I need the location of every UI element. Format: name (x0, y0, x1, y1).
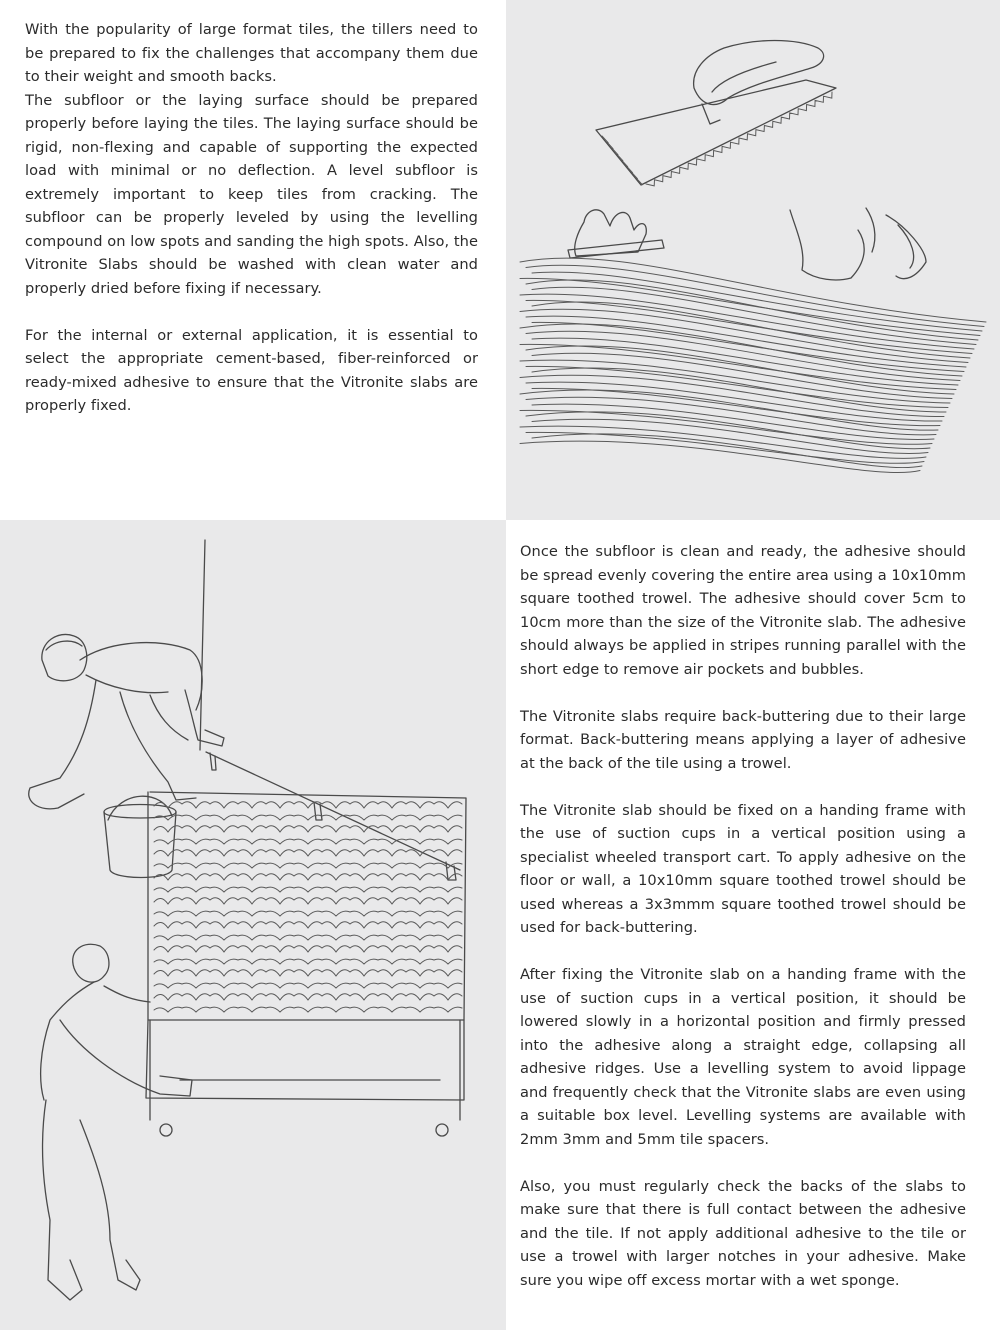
intro-paragraph-1: With the popularity of large format tiles, the tillers need to be prepared to fix the challenges that accompany them due to their weight and smooth backs. (25, 21, 478, 85)
intro-paragraph-2: The subfloor or the laying surface should be prepared properly before laying the tiles. The laying surface should be rigid, non-flexing and capable of supporting the expected load with minimal or no deflection. A level subfloor is extremely important to keep tiles from cracking. The subfloor can be properly leveled by using the levelling compound on low spots and sanding the high spots. Also, the Vitronite Slabs should be washed with clean water and properly dried before fixing if necessary. (25, 91, 478, 297)
steps-paragraph-3: The Vitronite slab should be fixed on a handing frame with the use of suction cups in a vertical position using a specialist wheeled transport cart. To apply adhesive on the floor or wall, a 10x10mm square toothed trowel should be used whereas a 3x3mmm square toothed trowel should be used for back-buttering. (520, 801, 966, 936)
steps-paragraph-4: After fixing the Vitronite slab on a handing frame with the use of suction cups in a vertical position, it should be lowered slowly in a horizontal position and firmly pressed into the adhesive along a straight edge, collapsing all adhesive ridges. Use a levelling system to avoid lippage and frequently check that the Vitronite slabs are even using a suitable box level. Levelling systems are available with 2mm 3mm and 5mm tile spacers. (520, 966, 966, 1148)
workers-illustration-panel (0, 520, 506, 1330)
trowel-illustration-panel (506, 0, 1000, 520)
steps-paragraph-5: Also, you must regularly check the backs of the slabs to make sure that there is full contact between the adhesive and the tile. If not apply additional adhesive to the tile or use a trowel with larger notches in your adhesive. Make sure you wipe off excess mortar with a wet sponge. (520, 1177, 966, 1289)
steps-paragraph-1: Once the subfloor is clean and ready, the adhesive should be spread evenly covering the entire area using a 10x10mm square toothed trowel. The adhesive should cover 5cm to 10cm more than the size of the Vitronite slab. The adhesive should always be applied in stripes running parallel with the short edge to remove air pockets and bubbles. (520, 543, 966, 678)
intro-text-panel (0, 0, 506, 520)
steps-text-panel (506, 520, 1000, 1330)
trowel-spreading-illustration (506, 0, 1000, 520)
worker-placing-spacers-figure (29, 540, 460, 880)
workers-illustration (0, 520, 506, 1330)
worker-back-buttering-figure (41, 792, 466, 1300)
intro-paragraph-3: For the internal or external application, it is essential to select the appropriate cement-based, fiber-reinforced or ready-mixed adhesive to ensure that the Vitronite slabs are properly fixed. (25, 326, 478, 414)
steps-paragraph-2: The Vitronite slabs require back-buttering due to their large format. Back-buttering means applying a layer of adhesive at the back of the tile using a trowel. (520, 707, 966, 772)
